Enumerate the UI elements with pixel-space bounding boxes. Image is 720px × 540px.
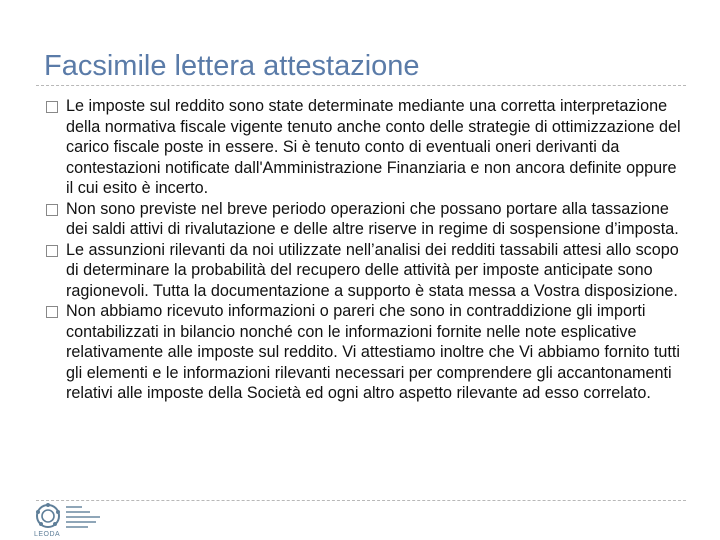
bullet-text: Non sono previste nel breve periodo operazioni che possano portare alla tassazione dei saldi attivi di rivalutazione e delle altre riserve in regime di sospensione d’imposta. (66, 199, 679, 238)
title-divider (36, 85, 686, 86)
bullet-text: Le imposte sul reddito sono state determinate mediante una corretta interpretazione della normativa fiscale vigente tenuto anche conto delle strategie di ottimizzazione del carico fiscale poste in essere. Si è tenuto conto di eventuali oneri derivanti da contestazioni notificate dall'Amministrazione Finanziaria e non ancora definite oppure il cui esito è incerto. (66, 97, 681, 197)
bullet-list (46, 96, 686, 404)
footer-divider (36, 500, 686, 501)
logo-wordmark: LEODA (34, 531, 61, 538)
list-item (46, 301, 686, 404)
bullet-text: Non abbiamo ricevuto informazioni o pareri che sono in contraddizione gli importi contabilizzati in bilancio nonché con le informazioni fornite nelle note esplicative relativamente alle imposte sul reddito. Vi attestiamo inoltre che Vi abbiamo fornito tutti gli elementi e le informazioni rilevanti necessari per comprendere gli accantonamenti relativi alle imposte della Società ed ogni altro aspetto rilevante ad esso correlato. (66, 302, 680, 402)
slide-title: Facsimile lettera attestazione (44, 50, 420, 82)
list-item (46, 199, 686, 240)
checkbox-icon (46, 204, 58, 216)
checkbox-icon (46, 245, 58, 257)
bullet-text: Le assunzioni rilevanti da noi utilizzate nell’analisi dei redditi tassabili attesi allo scopo di determinare la probabilità del recupero delle attività per imposte anticipate sono ragionevoli. Tutta la documentazione a supporto è stata messa a Vostra disposizione. (66, 240, 679, 300)
list-item (46, 96, 686, 199)
logo-text-lines (66, 506, 100, 531)
emblem-logo-icon (34, 502, 62, 530)
checkbox-icon (46, 101, 58, 113)
list-item (46, 240, 686, 302)
footer-logo (34, 502, 124, 540)
checkbox-icon (46, 306, 58, 318)
